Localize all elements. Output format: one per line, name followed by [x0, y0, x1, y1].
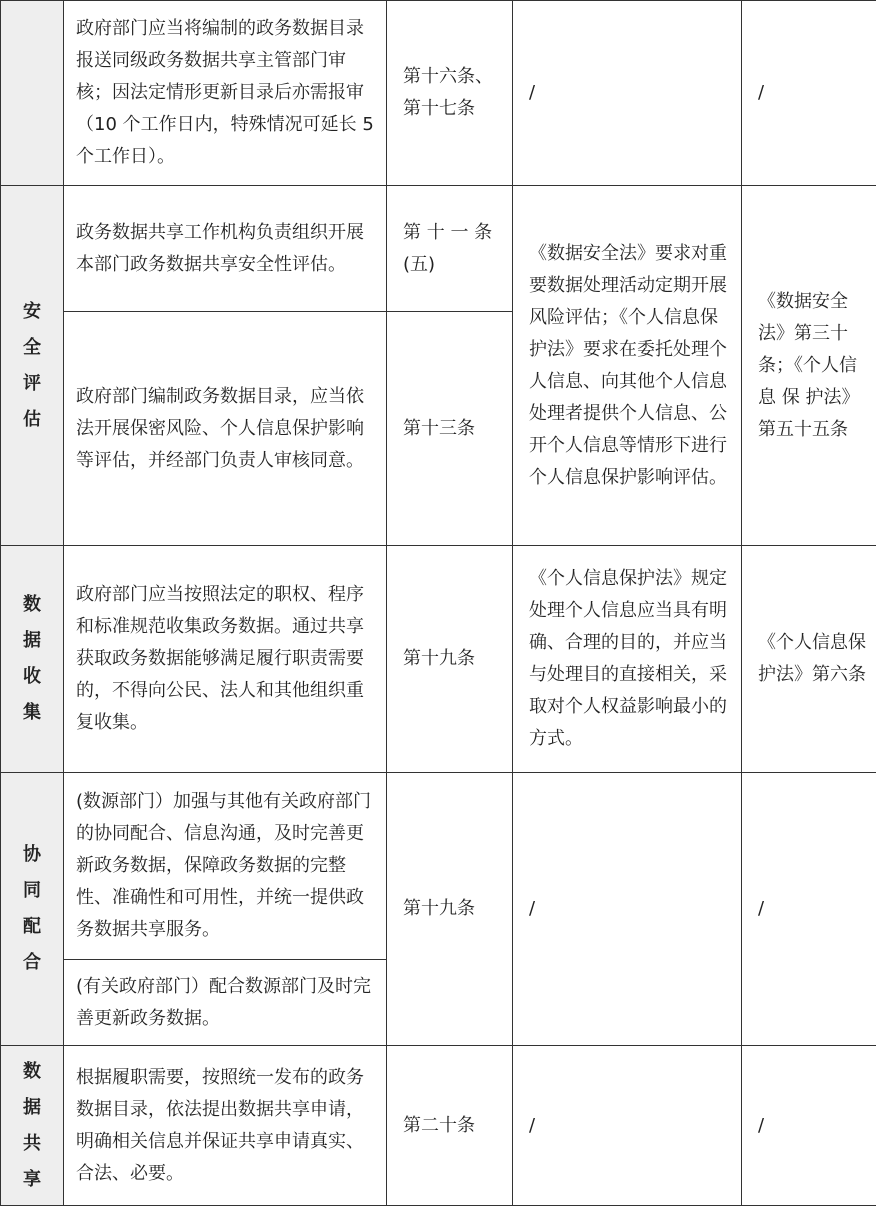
law-basis-cell: 《个人信息保护法》第六条 [742, 546, 876, 773]
table-row [1, 186, 876, 312]
duty-cell: 政府部门应当按照法定的职权、程序和标准规范收集政务数据。通过共享获取政务数据能够满足履行职责需要的，不得向公民、法人和其他组织重复收集。 [64, 546, 387, 773]
table-row [1, 1, 876, 186]
duty-cell: 政府部门编制政务数据目录，应当依法开展保密风险、个人信息保护影响等评估，并经部门负责人审核同意。 [64, 312, 387, 546]
category-cell: 数据收集 [1, 546, 64, 773]
article-cell: 第十六条、第十七条 [387, 1, 513, 186]
law-requirement-cell: 《个人信息保护法》规定处理个人信息应当具有明确、合理的目的，并应当与处理目的直接相关，采取对个人权益影响最小的方式。 [513, 546, 742, 773]
law-requirement-cell: / [513, 773, 742, 1046]
law-requirement-cell: / [513, 1046, 742, 1206]
duty-cell: 政府部门应当将编制的政务数据目录报送同级政务数据共享主管部门审核；因法定情形更新目录后亦需报审（10 个工作日内，特殊情况可延长 5 个工作日）。 [64, 1, 387, 186]
table-row [1, 546, 876, 773]
table-row [1, 773, 876, 960]
category-cell: 协同配合 [1, 773, 64, 1046]
duty-cell: 根据履职需要，按照统一发布的政务数据目录，依法提出数据共享申请，明确相关信息并保证共享申请真实、合法、必要。 [64, 1046, 387, 1206]
article-cell: 第 十 一 条(五) [387, 186, 513, 312]
law-basis-cell: / [742, 773, 876, 1046]
category-cell [1, 1, 64, 186]
category-cell: 数据共享 [1, 1046, 64, 1206]
law-basis-cell: / [742, 1046, 876, 1206]
table-row [1, 1046, 876, 1206]
article-cell: 第二十条 [387, 1046, 513, 1206]
law-basis-cell: 《数据安全法》第三十条；《个人信 息 保 护法》第五十五条 [742, 186, 876, 546]
article-cell: 第十九条 [387, 773, 513, 1046]
category-cell: 安全评估 [1, 186, 64, 546]
duty-cell: 政务数据共享工作机构负责组织开展本部门政务数据共享安全性评估。 [64, 186, 387, 312]
law-requirement-cell: / [513, 1, 742, 186]
law-requirement-cell: 《数据安全法》要求对重要数据处理活动定期开展风险评估；《个人信息保护法》要求在委托处理个人信息、向其他个人信息处理者提供个人信息、公开个人信息等情形下进行个人信息保护影响评估。 [513, 186, 742, 546]
law-basis-cell: / [742, 1, 876, 186]
duty-cell: (有关政府部门）配合数源部门及时完善更新政务数据。 [64, 960, 387, 1046]
article-cell: 第十三条 [387, 312, 513, 546]
article-cell: 第十九条 [387, 546, 513, 773]
duty-cell: (数源部门）加强与其他有关政府部门的协同配合、信息沟通，及时完善更新政务数据，保障政务数据的完整性、准确性和可用性，并统一提供政务数据共享服务。 [64, 773, 387, 960]
